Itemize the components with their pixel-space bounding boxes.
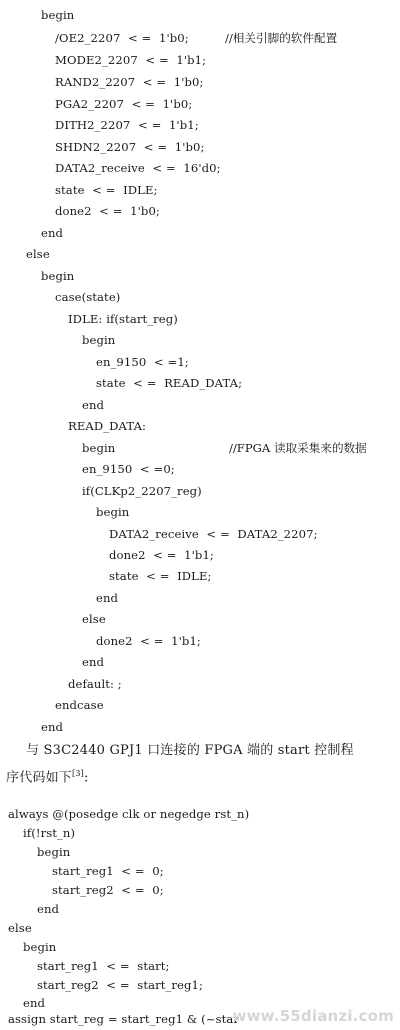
code-line: start_reg2 < = 0; bbox=[52, 883, 164, 897]
code-line: state < = IDLE; bbox=[109, 569, 212, 583]
code-line: DATA2_receive < = 16'd0; bbox=[55, 161, 221, 175]
code-line: /OE2_2207 < = 1'b0; bbox=[55, 31, 189, 45]
code-line: end bbox=[23, 996, 46, 1010]
code-line: end bbox=[37, 902, 60, 916]
watermark bbox=[232, 1002, 400, 1030]
code-line: MODE2_2207 < = 1'b1; bbox=[55, 53, 207, 67]
code-line: done2 < = 1'b1; bbox=[109, 548, 214, 562]
code-line: endcase bbox=[55, 698, 104, 712]
paragraph-line bbox=[6, 766, 89, 786]
code-line: begin bbox=[23, 940, 57, 954]
code-line: else bbox=[82, 612, 106, 626]
code-line: if(CLKp2_2207_reg) bbox=[82, 484, 202, 498]
code-line: begin bbox=[96, 505, 130, 519]
code-line: SHDN2_2207 < = 1'b0; bbox=[55, 140, 205, 154]
code-line: DITH2_2207 < = 1'b1; bbox=[55, 118, 199, 132]
code-comment: //相关引脚的软件配置 bbox=[225, 31, 338, 45]
code-line: done2 < = 1'b1; bbox=[96, 634, 201, 648]
code-line: end bbox=[82, 398, 105, 412]
code-line: start_reg1 < = start; bbox=[37, 959, 170, 973]
code-line: IDLE: if(start_reg) bbox=[68, 312, 178, 326]
code-line: en_9150 < =0; bbox=[82, 462, 175, 476]
code-line: state < = IDLE; bbox=[55, 183, 158, 197]
code-line: else bbox=[8, 921, 32, 935]
code-line: en_9150 < =1; bbox=[96, 355, 189, 369]
code-comment: //FPGA 读取采集来的数据 bbox=[229, 441, 367, 455]
paragraph-line: 与 S3C2440 GPJ1 口连接的 FPGA 端的 start 控制程 bbox=[26, 743, 354, 758]
code-line: always @(posedge clk or negedge rst_n) bbox=[8, 807, 250, 821]
code-line: RAND2_2207 < = 1'b0; bbox=[55, 75, 204, 89]
code-line: default: ; bbox=[68, 677, 122, 691]
code-line: DATA2_receive < = DATA2_2207; bbox=[109, 527, 318, 541]
code-line: end bbox=[82, 655, 105, 669]
code-line: begin bbox=[41, 269, 75, 283]
code-line: if(!rst_n) bbox=[23, 826, 76, 840]
code-line: start_reg1 < = 0; bbox=[52, 864, 164, 878]
watermark-text: www.55dianzi.com bbox=[232, 1007, 394, 1025]
code-line: end bbox=[41, 226, 64, 240]
code-line: begin bbox=[41, 8, 75, 22]
code-line: done2 < = 1'b0; bbox=[55, 204, 160, 218]
code-line: begin bbox=[82, 333, 116, 347]
code-line: PGA2_2207 < = 1'b0; bbox=[55, 97, 193, 111]
code-line: case(state) bbox=[55, 290, 121, 304]
code-line: begin bbox=[37, 845, 71, 859]
code-line: state < = READ_DATA; bbox=[96, 376, 243, 390]
code-line: else bbox=[26, 247, 50, 261]
code-line: begin bbox=[82, 441, 116, 455]
code-line: READ_DATA: bbox=[68, 419, 147, 433]
code-line: end bbox=[96, 591, 119, 605]
paragraph-punctuation: : bbox=[83, 770, 89, 786]
paragraph-text: 序代码如下 bbox=[6, 770, 73, 786]
code-line: end bbox=[41, 720, 64, 734]
code-line-last: assign start_reg = start_reg1 & (~star bbox=[8, 1012, 240, 1026]
citation-reference: [3] bbox=[72, 769, 84, 778]
code-line: start_reg2 < = start_reg1; bbox=[37, 978, 204, 992]
